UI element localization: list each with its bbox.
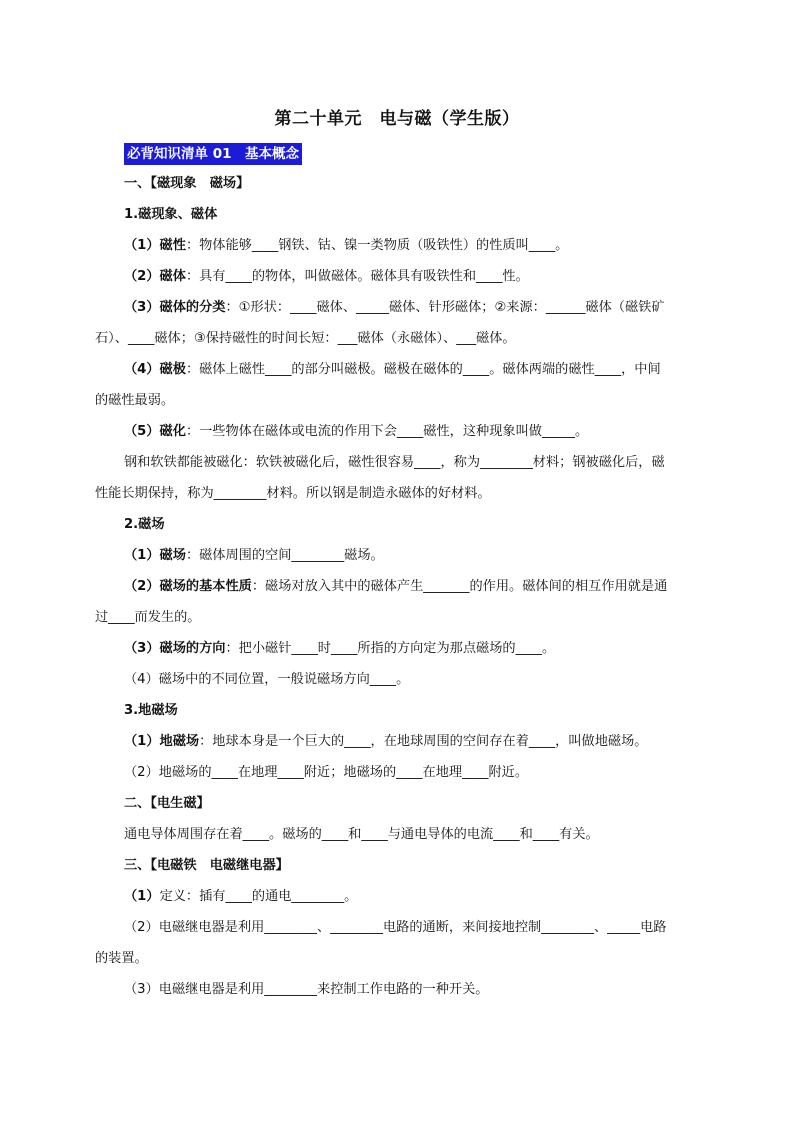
text-line <box>124 733 648 751</box>
text-line <box>124 268 529 286</box>
text-line: 过____而发生的。 <box>95 610 201 625</box>
text-line: （3）电磁继电器是利用________来控制工作电路的一种开关。 <box>124 982 489 997</box>
subheading-earth-field: 3.地磁场 <box>124 703 178 718</box>
term-text: ：磁体周围的空间________磁场。 <box>185 548 384 563</box>
term-text: ：①形状：____磁体、_____磁体、针形磁体；②来源：______磁体（磁铁矿 <box>225 300 665 315</box>
text-line: 石）、____磁体；③保持磁性的时间长短：___磁体（永磁体）、___磁体。 <box>95 331 516 346</box>
term-label: （1） <box>124 889 160 904</box>
text-line: 通电导体周围存在着____。磁场的____和____与通电导体的电流____和____有关。 <box>124 827 599 842</box>
text-line <box>124 578 667 596</box>
term-label: （3）磁体的分类 <box>124 300 226 315</box>
term-label: （2）磁场的基本性质 <box>124 579 252 594</box>
term-text: ：具有____的物体，叫做磁体。磁体具有吸铁性和____性。 <box>185 269 529 284</box>
section-badge: 必背知识清单 01 基本概念 <box>124 143 302 165</box>
term-text: ：把小磁针____时____所指的方向定为那点磁场的____。 <box>225 641 556 656</box>
text-line <box>124 299 665 317</box>
term-label: （1）磁性 <box>124 238 186 253</box>
text-line: 的磁性最弱。 <box>95 393 175 408</box>
page-title: 第二十单元 电与磁（学生版） <box>274 109 520 129</box>
term-label: （1）地磁场 <box>124 734 200 749</box>
subheading-magnets: 1.磁现象、磁体 <box>124 207 218 222</box>
term-text: ：磁体上磁性____的部分叫磁极。磁极在磁体的____。磁体两端的磁性____，中间 <box>185 362 661 377</box>
term-text: ：磁场对放入其中的磁体产生_______的作用。磁体间的相互作用就是通 <box>251 579 668 594</box>
heading-magnetism: 一、【磁现象 磁场】 <box>124 176 250 191</box>
text-line <box>124 237 568 255</box>
term-label: （5）磁化 <box>124 424 186 439</box>
term-label: （1）磁场 <box>124 548 186 563</box>
text-line: 钢和软铁都能被磁化：软铁被磁化后，磁性很容易____，称为________材料；钢被磁化后，磁 <box>124 455 665 470</box>
heading-electromagnet: 三、【电磁铁 电磁继电器】 <box>124 858 289 873</box>
text-line <box>124 888 357 906</box>
term-label: （3）磁场的方向 <box>124 641 226 656</box>
text-line <box>124 423 588 441</box>
term-label: （4）磁极 <box>124 362 186 377</box>
text-line: （4）磁场中的不同位置，一般说磁场方向____。 <box>124 672 410 687</box>
term-text: ：地球本身是一个巨大的____，在地球周围的空间存在着____，叫做地磁场。 <box>199 734 648 749</box>
subheading-field: 2.磁场 <box>124 517 165 532</box>
text-line <box>124 547 384 565</box>
text-line: （2）地磁场的____在地理____附近；地磁场的____在地理____附近。 <box>124 765 529 780</box>
term-text: ：物体能够____钢铁、钴、镍一类物质（吸铁性）的性质叫____。 <box>185 238 569 253</box>
term-text: 定义：插有____的通电________。 <box>159 889 358 904</box>
term-label: （2）磁体 <box>124 269 186 284</box>
text-line: （2）电磁继电器是利用________、________电路的通断，来间接地控制________、_____电路 <box>124 920 667 935</box>
text-line: 的装置。 <box>95 951 148 966</box>
text-line: 性能长期保持，称为________材料。所以钢是制造永磁体的好材料。 <box>95 486 491 501</box>
text-line <box>124 640 555 658</box>
text-line <box>124 361 661 379</box>
term-text: ：一些物体在磁体或电流的作用下会____磁性，这种现象叫做_____。 <box>185 424 589 439</box>
heading-electromagnetism: 二、【电生磁】 <box>124 796 210 811</box>
